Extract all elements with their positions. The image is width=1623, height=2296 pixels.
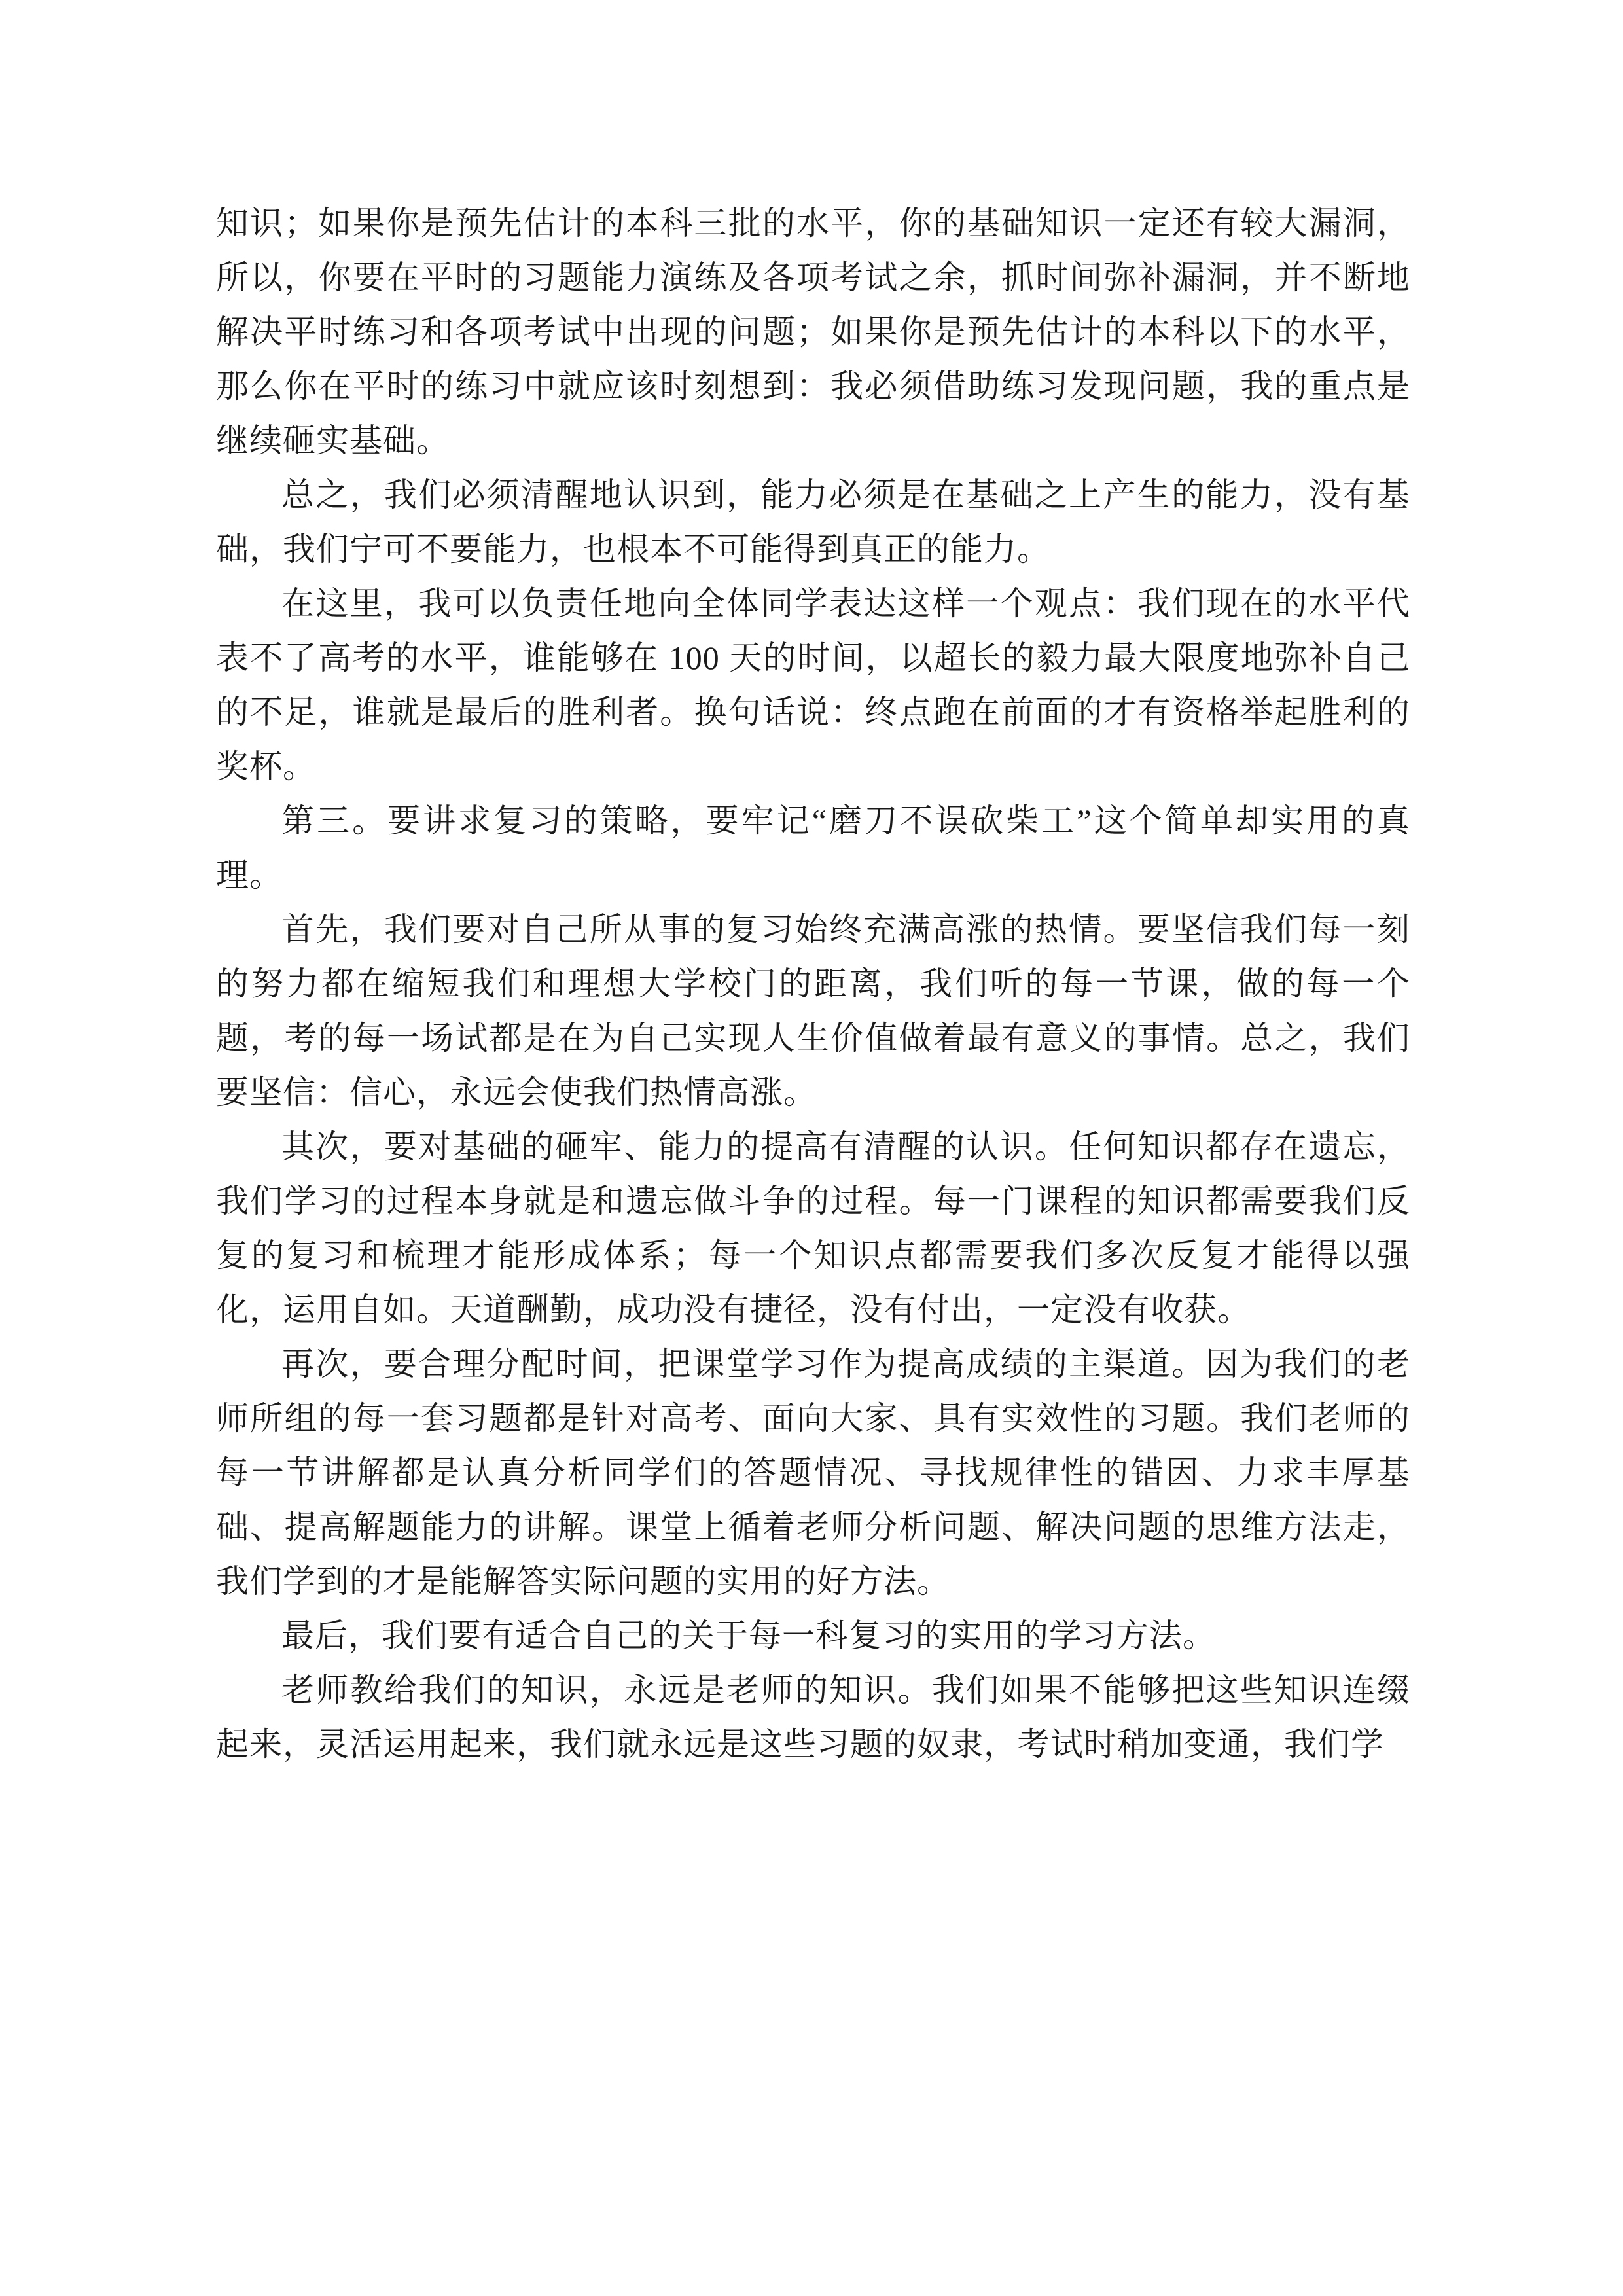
paragraph: 再次，要合理分配时间，把课堂学习作为提高成绩的主渠道。因为我们的老师所组的每一套习题都是针对高考、面向大家、具有实效性的习题。我们老师的每一节讲解都是认真分析同学们的答题情况、寻找规律性的错因、力求丰厚基础、提高解题能力的讲解。课堂上循着老师分析问题、解决问题的思维方法走，我们学到的才是能解答实际问题的实用的好方法。	[216, 1346, 1410, 1600]
paragraph: 在这里，我可以负责任地向全体同学表达这样一个观点：我们现在的水平代表不了高考的水平，谁能够在 100 天的时间，以超长的毅力最大限度地弥补自己的不足，谁就是最后的胜利者。换句话说：终点跑在前面的才有资格举起胜利的奖杯。	[216, 585, 1410, 785]
paragraph: 老师教给我们的知识，永远是老师的知识。我们如果不能够把这些知识连缀起来，灵活运用起来，我们就永远是这些习题的奴隶，考试时稍加变通，我们学	[216, 1672, 1410, 1763]
paragraph: 知识；如果你是预先估计的本科三批的水平，你的基础知识一定还有较大漏洞，所以，你要在平时的习题能力演练及各项考试之余，抓时间弥补漏洞，并不断地解决平时练习和各项考试中出现的问题；如果你是预先估计的本科以下的水平，那么你在平时的练习中就应该时刻想到：我必须借助练习发现问题，我的重点是继续砸实基础。	[216, 205, 1410, 459]
text-content	[216, 196, 1410, 1772]
paragraph: 首先，我们要对自己所从事的复习始终充满高涨的热情。要坚信我们每一刻的努力都在缩短我们和理想大学校门的距离，我们听的每一节课，做的每一个题，考的每一场试都是在为自己实现人生价值做着最有意义的事情。总之，我们要坚信：信心，永远会使我们热情高涨。	[216, 911, 1410, 1111]
paragraph: 总之，我们必须清醒地认识到，能力必须是在基础之上产生的能力，没有基础，我们宁可不要能力，也根本不可能得到真正的能力。	[216, 476, 1410, 567]
paragraph: 第三。要讲求复习的策略，要牢记“磨刀不误砍柴工”这个简单却实用的真理。	[216, 802, 1410, 893]
paragraph: 最后，我们要有适合自己的关于每一科复习的实用的学习方法。	[281, 1617, 1216, 1654]
paragraph: 其次，要对基础的砸牢、能力的提高有清醒的认识。任何知识都存在遗忘，我们学习的过程本身就是和遗忘做斗争的过程。每一门课程的知识都需要我们反复的复习和梳理才能形成体系；每一个知识点都需要我们多次反复才能得以强化，运用自如。天道酬勤，成功没有捷径，没有付出，一定没有收获。	[216, 1128, 1410, 1328]
